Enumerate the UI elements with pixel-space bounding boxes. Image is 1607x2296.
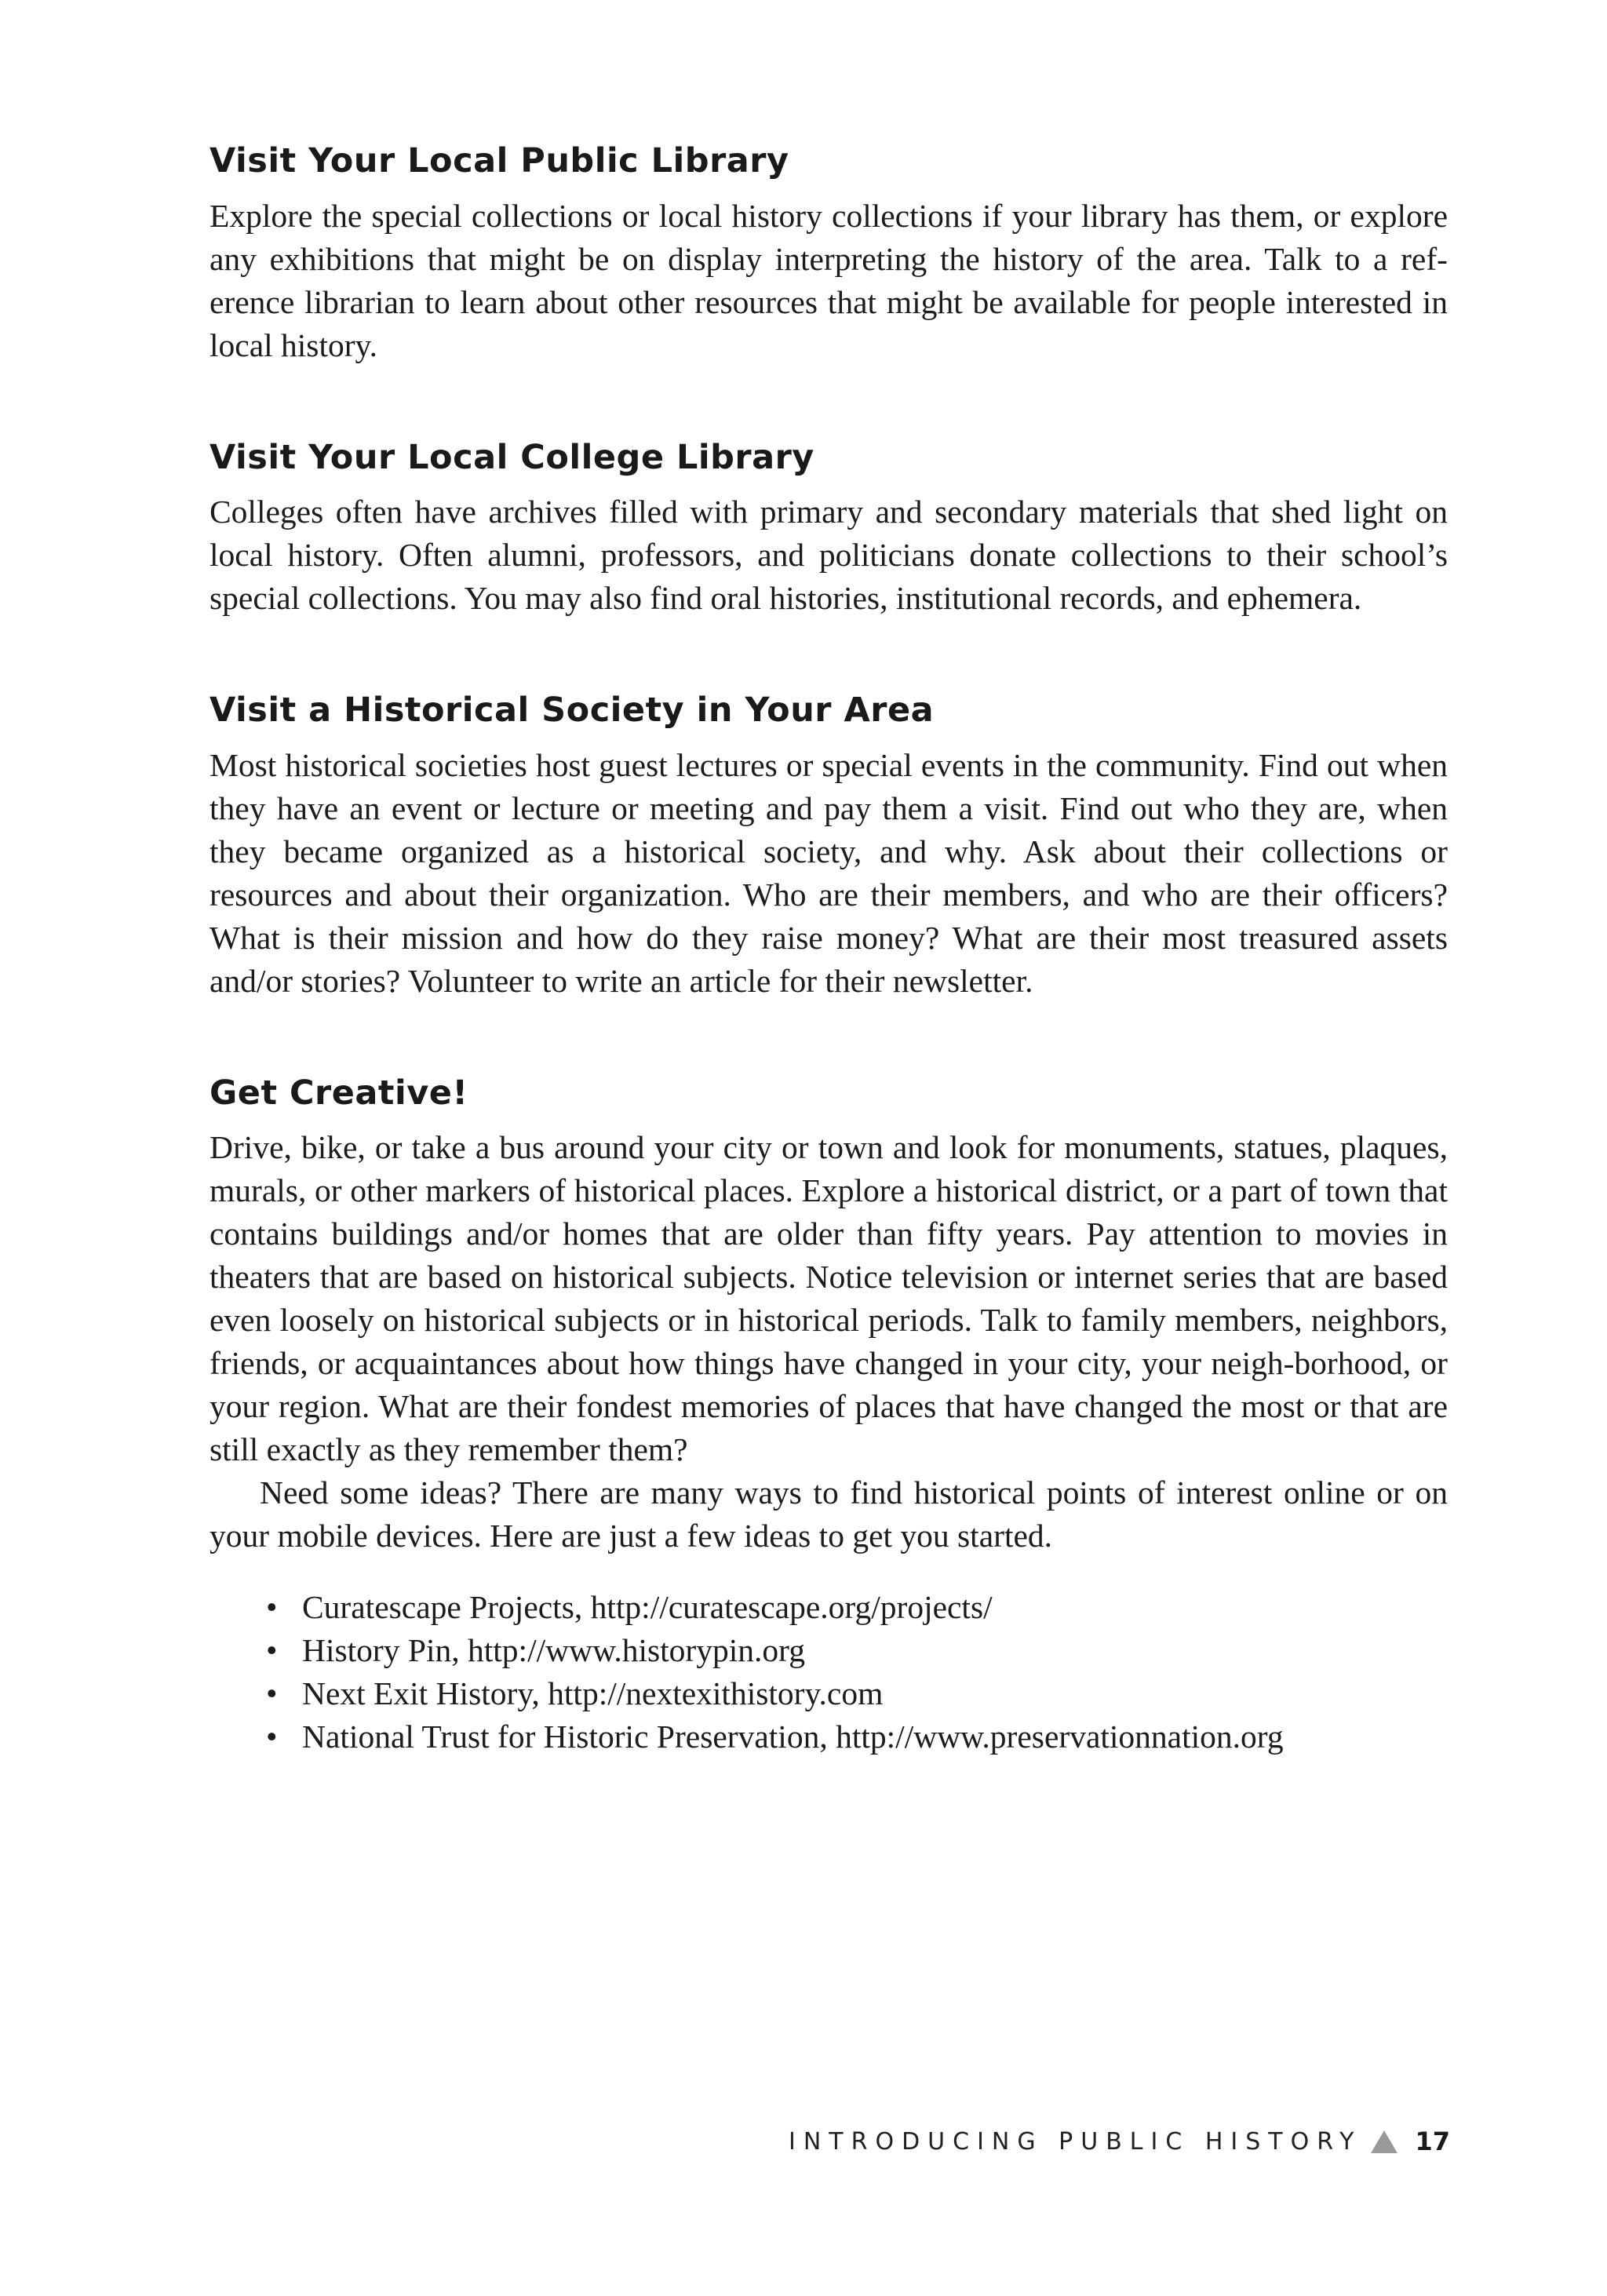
- list-item: [266, 1715, 1448, 1758]
- section-heading: Visit Your Local Public Library: [210, 141, 789, 180]
- bullet-icon: •: [266, 1632, 278, 1669]
- section-heading: Visit Your Local College Library: [210, 437, 814, 477]
- list-item: [266, 1672, 1448, 1715]
- section-heading: Visit a Historical Society in Your Area: [210, 691, 935, 731]
- triangle-up-icon: [1371, 2130, 1397, 2153]
- section-college-library: [210, 438, 1448, 621]
- bullet-icon: •: [266, 1675, 278, 1712]
- section-paragraph: Drive, bike, or take a bus around your city or town and look for monuments, statues, plaques, murals, or other markers of historical places. Explore a historical district, or a part of town that contains buildings and/or homes that are older than fifty years. Pay attention to movies in theaters that are based on historical subjects. Notice television or internet series that are based even loosely on historical subjects or in historical periods. Talk to family members, neighbors, friends, or acquaintances about how things have changed in your city, your neigh-borhood, or your region. What are their fondest memories of places that have changed the most or that are still exactly as they remember them?: [210, 1129, 1448, 1468]
- list-item-text: Curatescape Projects, http://curatescape.org/projects/: [302, 1589, 993, 1626]
- running-head: INTRODUCING PUBLIC HISTORY: [789, 2127, 1362, 2156]
- section-public-library: [210, 141, 1448, 367]
- list-item-text: National Trust for Historic Preservation, http://www.preservationnation.org: [302, 1718, 1284, 1755]
- list-item: [266, 1629, 1448, 1672]
- section-historical-society: [210, 691, 1448, 1003]
- bullet-icon: •: [266, 1589, 278, 1626]
- section-paragraph: Need some ideas? There are many ways to find historical points of interest online or on your mobile devices. Here are just a few ideas to get you started.: [210, 1474, 1448, 1554]
- list-item-text: History Pin, http://www.historypin.org: [302, 1632, 805, 1669]
- page-footer: [789, 2127, 1450, 2156]
- bullet-icon: •: [266, 1718, 278, 1755]
- section-paragraph: Colleges often have archives filled with primary and secondary materials that shed light on local history. Often alumni, professors, and politicians donate collections to their school’s special collections. You may also find oral histories, institutional records, and ephemera.: [210, 494, 1448, 617]
- section-paragraph: Explore the special collections or local history collections if your library has them, or explore any exhibitions that might be on display interpreting the history of the area. Talk to a ref-erence librarian to learn about other resources that might be available for people interested in local history.: [210, 197, 1448, 363]
- list-item: [266, 1586, 1448, 1629]
- resource-list: [210, 1586, 1448, 1758]
- section-paragraph: Most historical societies host guest lectures or special events in the community. Find out when they have an event or lecture or meeting and pay them a visit. Find out who they are, when they became organized as a historical society, and why. Ask about their collections or resources and about their organization. Who are their members, and who are their officers? What is their mission and how do they raise money? What are their most treasured assets and/or stories? Volunteer to write an article for their newsletter.: [210, 746, 1448, 999]
- page-number: 17: [1415, 2127, 1450, 2156]
- list-item-text: Next Exit History, http://nextexithistory.com: [302, 1675, 884, 1712]
- page-body: [210, 141, 1448, 1758]
- section-get-creative: [210, 1073, 1448, 1759]
- section-heading: Get Creative!: [210, 1073, 468, 1113]
